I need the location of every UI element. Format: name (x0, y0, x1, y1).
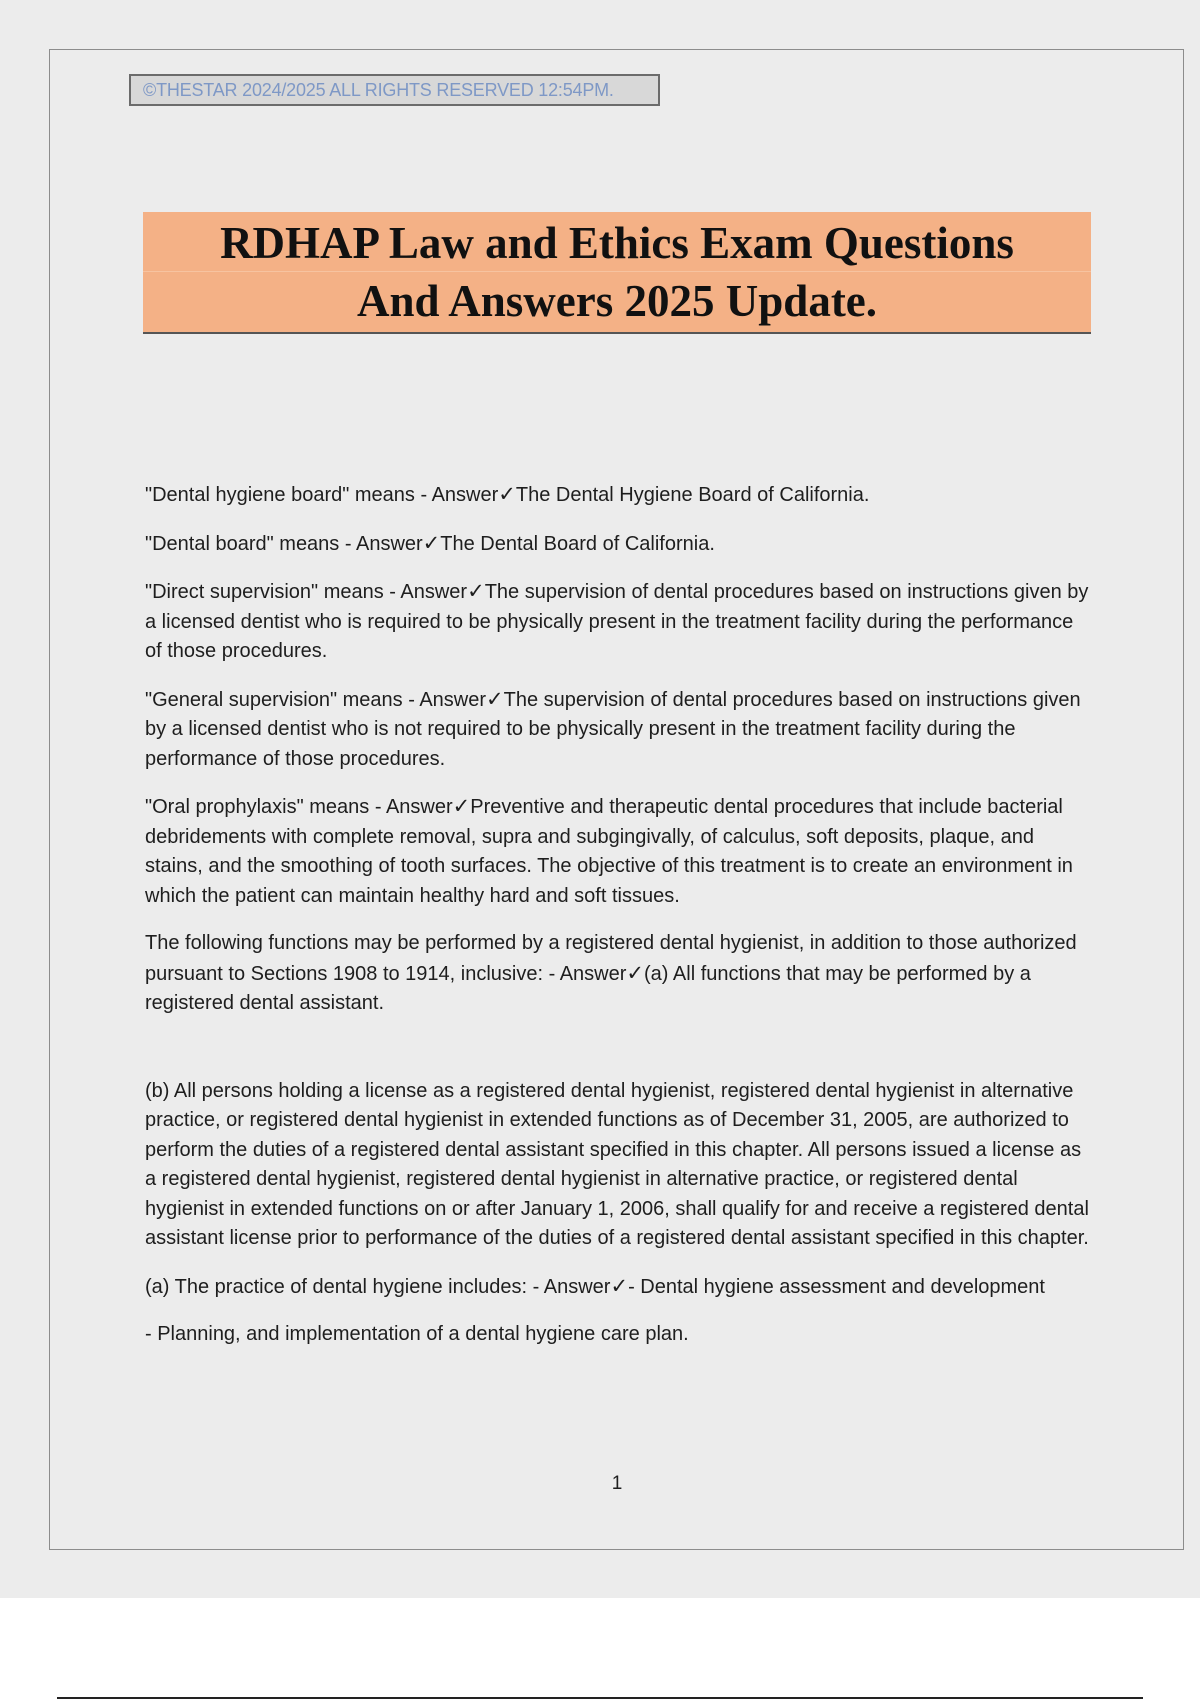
question-text: The following functions may be performed by a registered dental hygienist, in addition to those authorized pursuant to Sections 1908 to 1914, inclusive: - Answer (145, 932, 1077, 985)
answer-text: The supervision of dental procedures based on instructions given by a licensed dentist who is not required to be physically present in the treatment facility during the performance of those procedures. (145, 688, 1081, 770)
checkmark-icon: ✓ (422, 530, 441, 555)
answer-text: (a) All functions that may be performed by a registered dental assistant. (145, 962, 1031, 1014)
question-text: "Direct supervision" means - Answer (145, 581, 468, 603)
qa-entry (145, 529, 1095, 560)
checkmark-icon: ✓ (498, 482, 516, 506)
footer-rule (57, 1697, 1143, 1699)
answer-text: The supervision of dental procedures based on instructions given by a licensed dentist who is required to be physically present in the treatment facility during the performance of those procedures. (145, 581, 1089, 662)
answer-text: The Dental Board of California. (440, 532, 715, 555)
question-text: "Dental hygiene board" means - Answer (145, 484, 499, 506)
title-banner (143, 212, 1091, 334)
checkmark-icon: ✓ (610, 1273, 629, 1298)
checkmark-icon: ✓ (467, 579, 485, 603)
answer-text: Preventive and therapeutic dental procedures that include bacterial debridements with complete removal, supra and subgingivally, of calculus, soft deposits, plaque, and stains, and the smoothing of tooth surfaces. The objective of this treatment is to create an environment in which the patient can maintain healthy hard and soft tissues. (145, 796, 1073, 907)
qa-entry (145, 792, 1095, 911)
paragraph-b: (b) All persons holding a license as a registered dental hygienist, registered dental hygienist in alternative practice, or registered dental hygienist in extended functions as of December 31, 2005, are authorized to perform the duties of a registered dental assistant specified in this chapter. All persons issued a license as a registered dental hygienist, registered dental hygienist in alternative practice, or registered dental hygienist in extended functions on or after January 1, 2006, shall qualify for and receive a registered dental assistant license prior to performance of the duties of a registered dental assistant specified in this chapter. (145, 1079, 1089, 1249)
copyright-stamp: ©THESTAR 2024/2025 ALL RIGHTS RESERVED 12:54PM. (129, 74, 660, 106)
qa-entry (145, 480, 1095, 511)
question-text: (a) The practice of dental hygiene includes: - Answer (145, 1275, 611, 1298)
planning-line: - Planning, and implementation of a dental hygiene care plan. (145, 1323, 689, 1345)
title-line-2: And Answers 2025 Update. (356, 276, 878, 326)
question-text: "General supervision" means - Answer (145, 688, 487, 711)
page-number: 1 (611, 1473, 623, 1494)
qa-entry (145, 929, 1095, 1019)
question-text: "Dental board" means - Answer (145, 532, 423, 555)
checkmark-icon: ✓ (452, 794, 471, 818)
answer-text: The Dental Hygiene Board of California. (515, 484, 870, 506)
checkmark-icon: ✓ (486, 686, 504, 711)
checkmark-icon: ✓ (626, 960, 645, 985)
title-line-1: RDHAP Law and Ethics Exam Questions (220, 218, 1014, 268)
qa-entry (145, 685, 1095, 775)
qa-entry (145, 577, 1095, 667)
document-body (145, 480, 1095, 1368)
qa-entry (145, 1272, 1095, 1303)
answer-text: - Dental hygiene assessment and development (628, 1275, 1045, 1298)
question-text: "Oral prophylaxis" means - Answer (145, 796, 453, 818)
